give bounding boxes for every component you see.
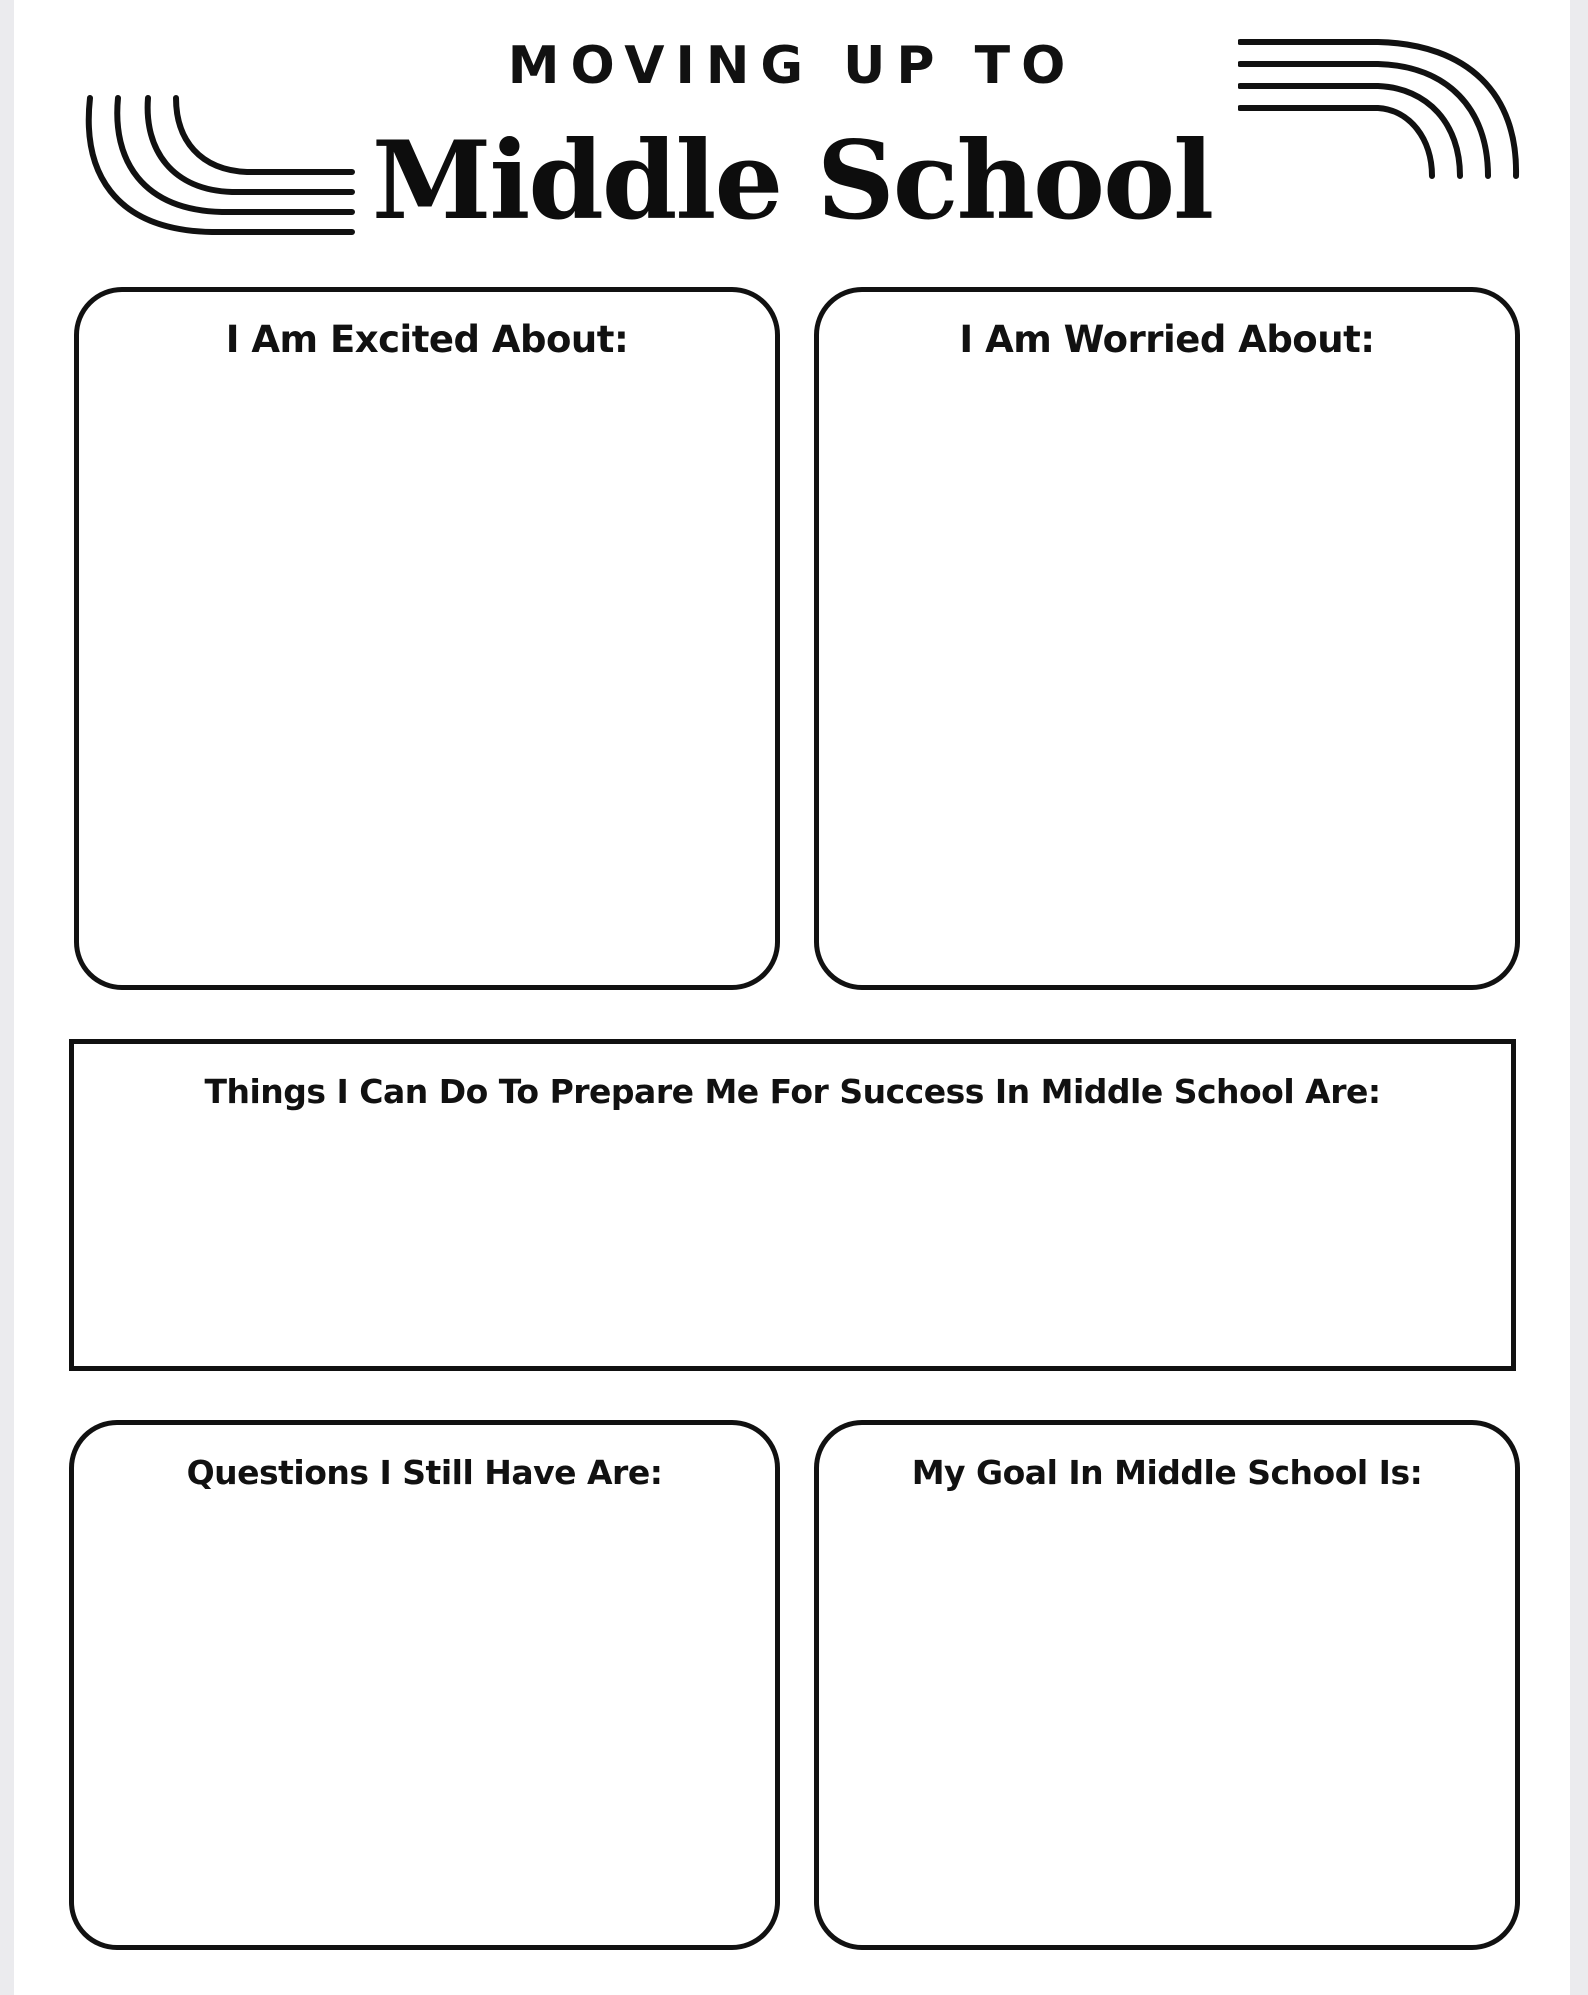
questions-box[interactable] (69, 1420, 780, 1950)
worried-about-box[interactable] (814, 287, 1520, 990)
goal-box[interactable] (814, 1420, 1520, 1950)
worried-about-label: I Am Worried About: (959, 318, 1375, 361)
excited-about-box[interactable] (74, 287, 780, 990)
worksheet-subtitle: MOVING UP TO (507, 36, 1077, 96)
worksheet-page (14, 0, 1570, 1995)
excited-about-label: I Am Excited About: (225, 318, 629, 361)
goal-label: My Goal In Middle School Is: (911, 1453, 1423, 1492)
worksheet-title: Middle School (371, 118, 1213, 244)
questions-label: Questions I Still Have Are: (186, 1453, 663, 1492)
prepare-for-success-label: Things I Can Do To Prepare Me For Success In Middle School Are: (204, 1072, 1381, 1111)
prepare-for-success-box[interactable] (69, 1039, 1516, 1371)
